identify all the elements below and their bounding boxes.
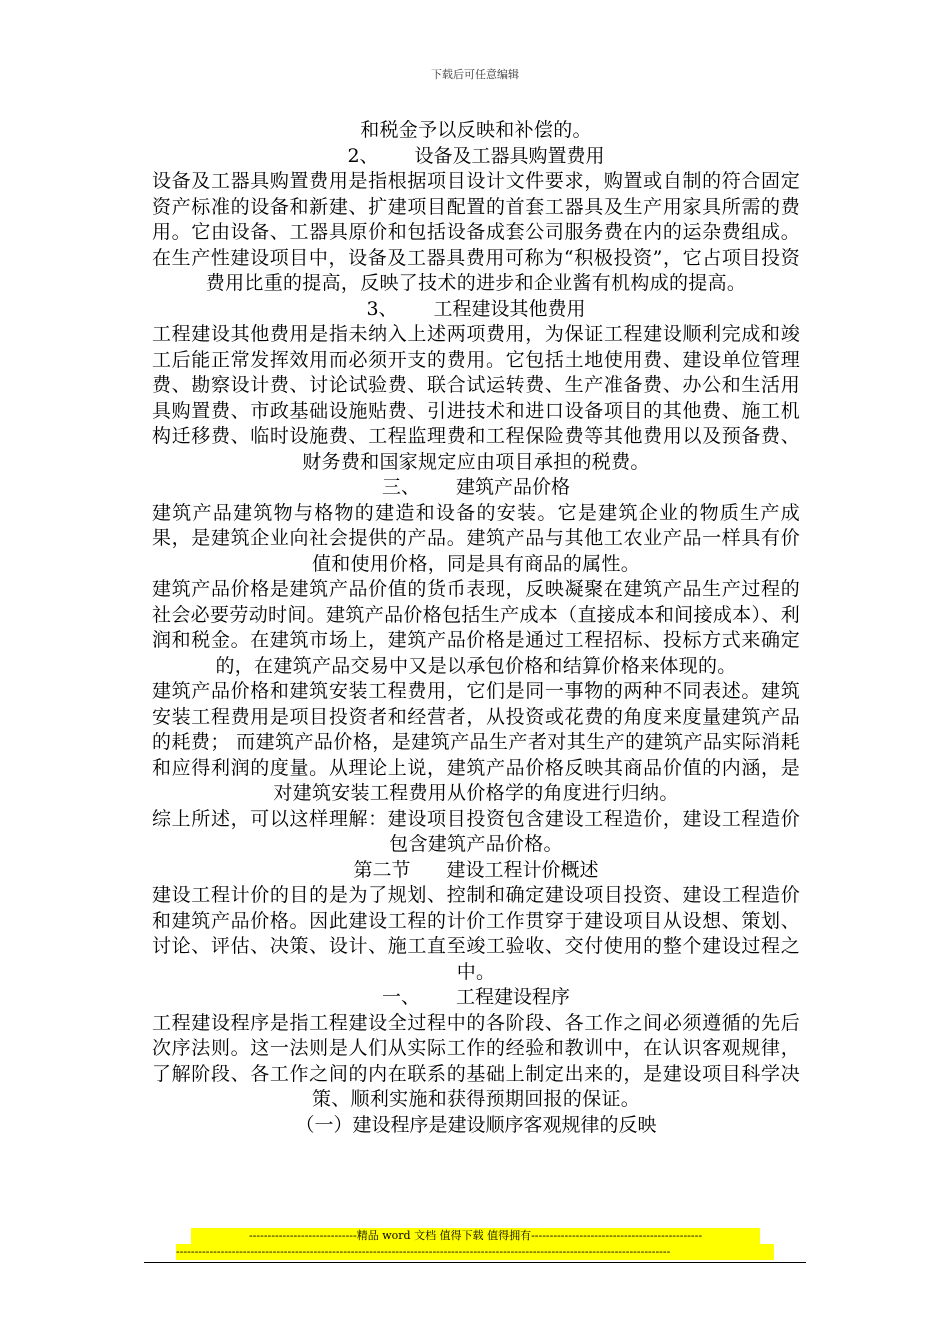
paragraph: 工程建设其他费用是指未纳入上述两项费用，为保证工程建设顺利完成和竣工后能正常发挥效用而必须开支的费用。它包括土地使用费、建设单位管理费、勘察设计费、讨论试验费、联合试运转费、生产准备费、办公和生活用具购置费、市政基础设施贴费、引进技术和进口设备项目的其他费、施工机构迁移费、临时设施费、工程监理费和工程保险费等其他费用以及预备费、财务费和国家规定应由项目承担的税费。 bbox=[152, 323, 800, 473]
paragraph: 工程建设程序是指工程建设全过程中的各阶段、各工作之间必须遵循的先后次序法则。这一法则是人们从实际工作的经验和教训中，在认识客观规律，了解阶段、各工作之间的内在联系的基础上制定出来的，是建设项目科学决策、顺利实施和获得预期回报的保证。 bbox=[152, 1011, 800, 1110]
document-body bbox=[152, 118, 800, 1138]
section-heading bbox=[152, 985, 800, 1011]
paragraph: 设备及工器具购置费用是指根据项目设计文件要求，购置或自制的符合固定资产标准的设备和新建、扩建项目配置的首套工器具及生产用家具所需的费用。它由设备、工器具原价和包括设备成套公司服务费在内的运杂费组成。在生产性建设项目中，设备及工器具费用可称为“积极投资”，它占项目投资费用比重的提高，反映了技术的进步和企业酱有机构成的提高。 bbox=[152, 170, 800, 294]
paragraph: 和税金予以反映和补偿的。 bbox=[360, 119, 592, 141]
section-number: 三、 bbox=[381, 476, 420, 498]
section-heading bbox=[152, 1113, 800, 1139]
section-number: 一、 bbox=[381, 986, 420, 1008]
footer-dashes: ------------------------------------------------------------------------------------------------------------------------------------- bbox=[176, 1244, 774, 1260]
paragraph: 建筑产品价格是建筑产品价值的货币表现，反映凝聚在建筑产品生产过程的社会必要劳动时间。建筑产品价格包括生产成本（直接成本和间接成本）、利润和税金。在建筑市场上，建筑产品价格是通过工程招标、投标方式来确定的，在建筑产品交易中又是以承包价格和结算价格来体现的。 bbox=[152, 578, 800, 677]
section-heading bbox=[152, 858, 800, 884]
paragraph: 建设工程计价的目的是为了规划、控制和确定建设项目投资、建设工程造价和建筑产品价格。因此建设工程的计价工作贯穿于建设项目从设想、策划、讨论、评估、决策、设计、施工直至竣工验收、交付使用的整个建设过程之中。 bbox=[152, 884, 800, 983]
paragraph: 建筑产品建筑物与格物的建造和设备的安装。它是建筑企业的物质生产成果，是建筑企业向社会提供的产品。建筑产品与其他工农业产品一样具有价值和使用价格，同是具有商品的属性。 bbox=[152, 501, 800, 575]
section-title: 建筑产品价格 bbox=[456, 476, 571, 498]
section-heading bbox=[152, 475, 800, 501]
section-heading bbox=[152, 297, 800, 323]
section-title: （一）建设程序是建设顺序客观规律的反映 bbox=[295, 1113, 657, 1136]
paragraph: 综上所述，可以这样理解：建设项目投资包含建设工程造价，建设工程造价包含建筑产品价格。 bbox=[152, 807, 800, 855]
section-number: 3、 bbox=[366, 297, 398, 320]
section-number: 2、 bbox=[347, 144, 379, 167]
section-heading bbox=[152, 144, 800, 170]
paragraph: 建筑产品价格和建筑安装工程费用，它们是同一事物的两种不同表述。建筑安装工程费用是项目投资者和经营者，从投资或花费的角度来度量建筑产品的耗费； 而建筑产品价格，是建筑产品生产者对其生产的建筑产品实际消耗和应得利润的度量。从理论上说，建筑产品价格反映其商品价值的内涵，是对建筑安装工程费用从价格学的角度进行归纳。 bbox=[152, 680, 800, 804]
section-title: 建设工程计价概述 bbox=[446, 858, 599, 881]
footer-rule bbox=[144, 1262, 806, 1263]
section-title: 设备及工器具购置费用 bbox=[414, 144, 605, 167]
section-title: 工程建设程序 bbox=[456, 986, 571, 1008]
footer-banner: -----------------------------精品 word 文档 值得下载 值得拥有---------------------------------------------- bbox=[191, 1228, 760, 1244]
page-header: 下载后可任意编辑 bbox=[431, 68, 519, 81]
section-title: 工程建设其他费用 bbox=[433, 297, 586, 320]
section-number: 第二节 bbox=[353, 858, 411, 881]
